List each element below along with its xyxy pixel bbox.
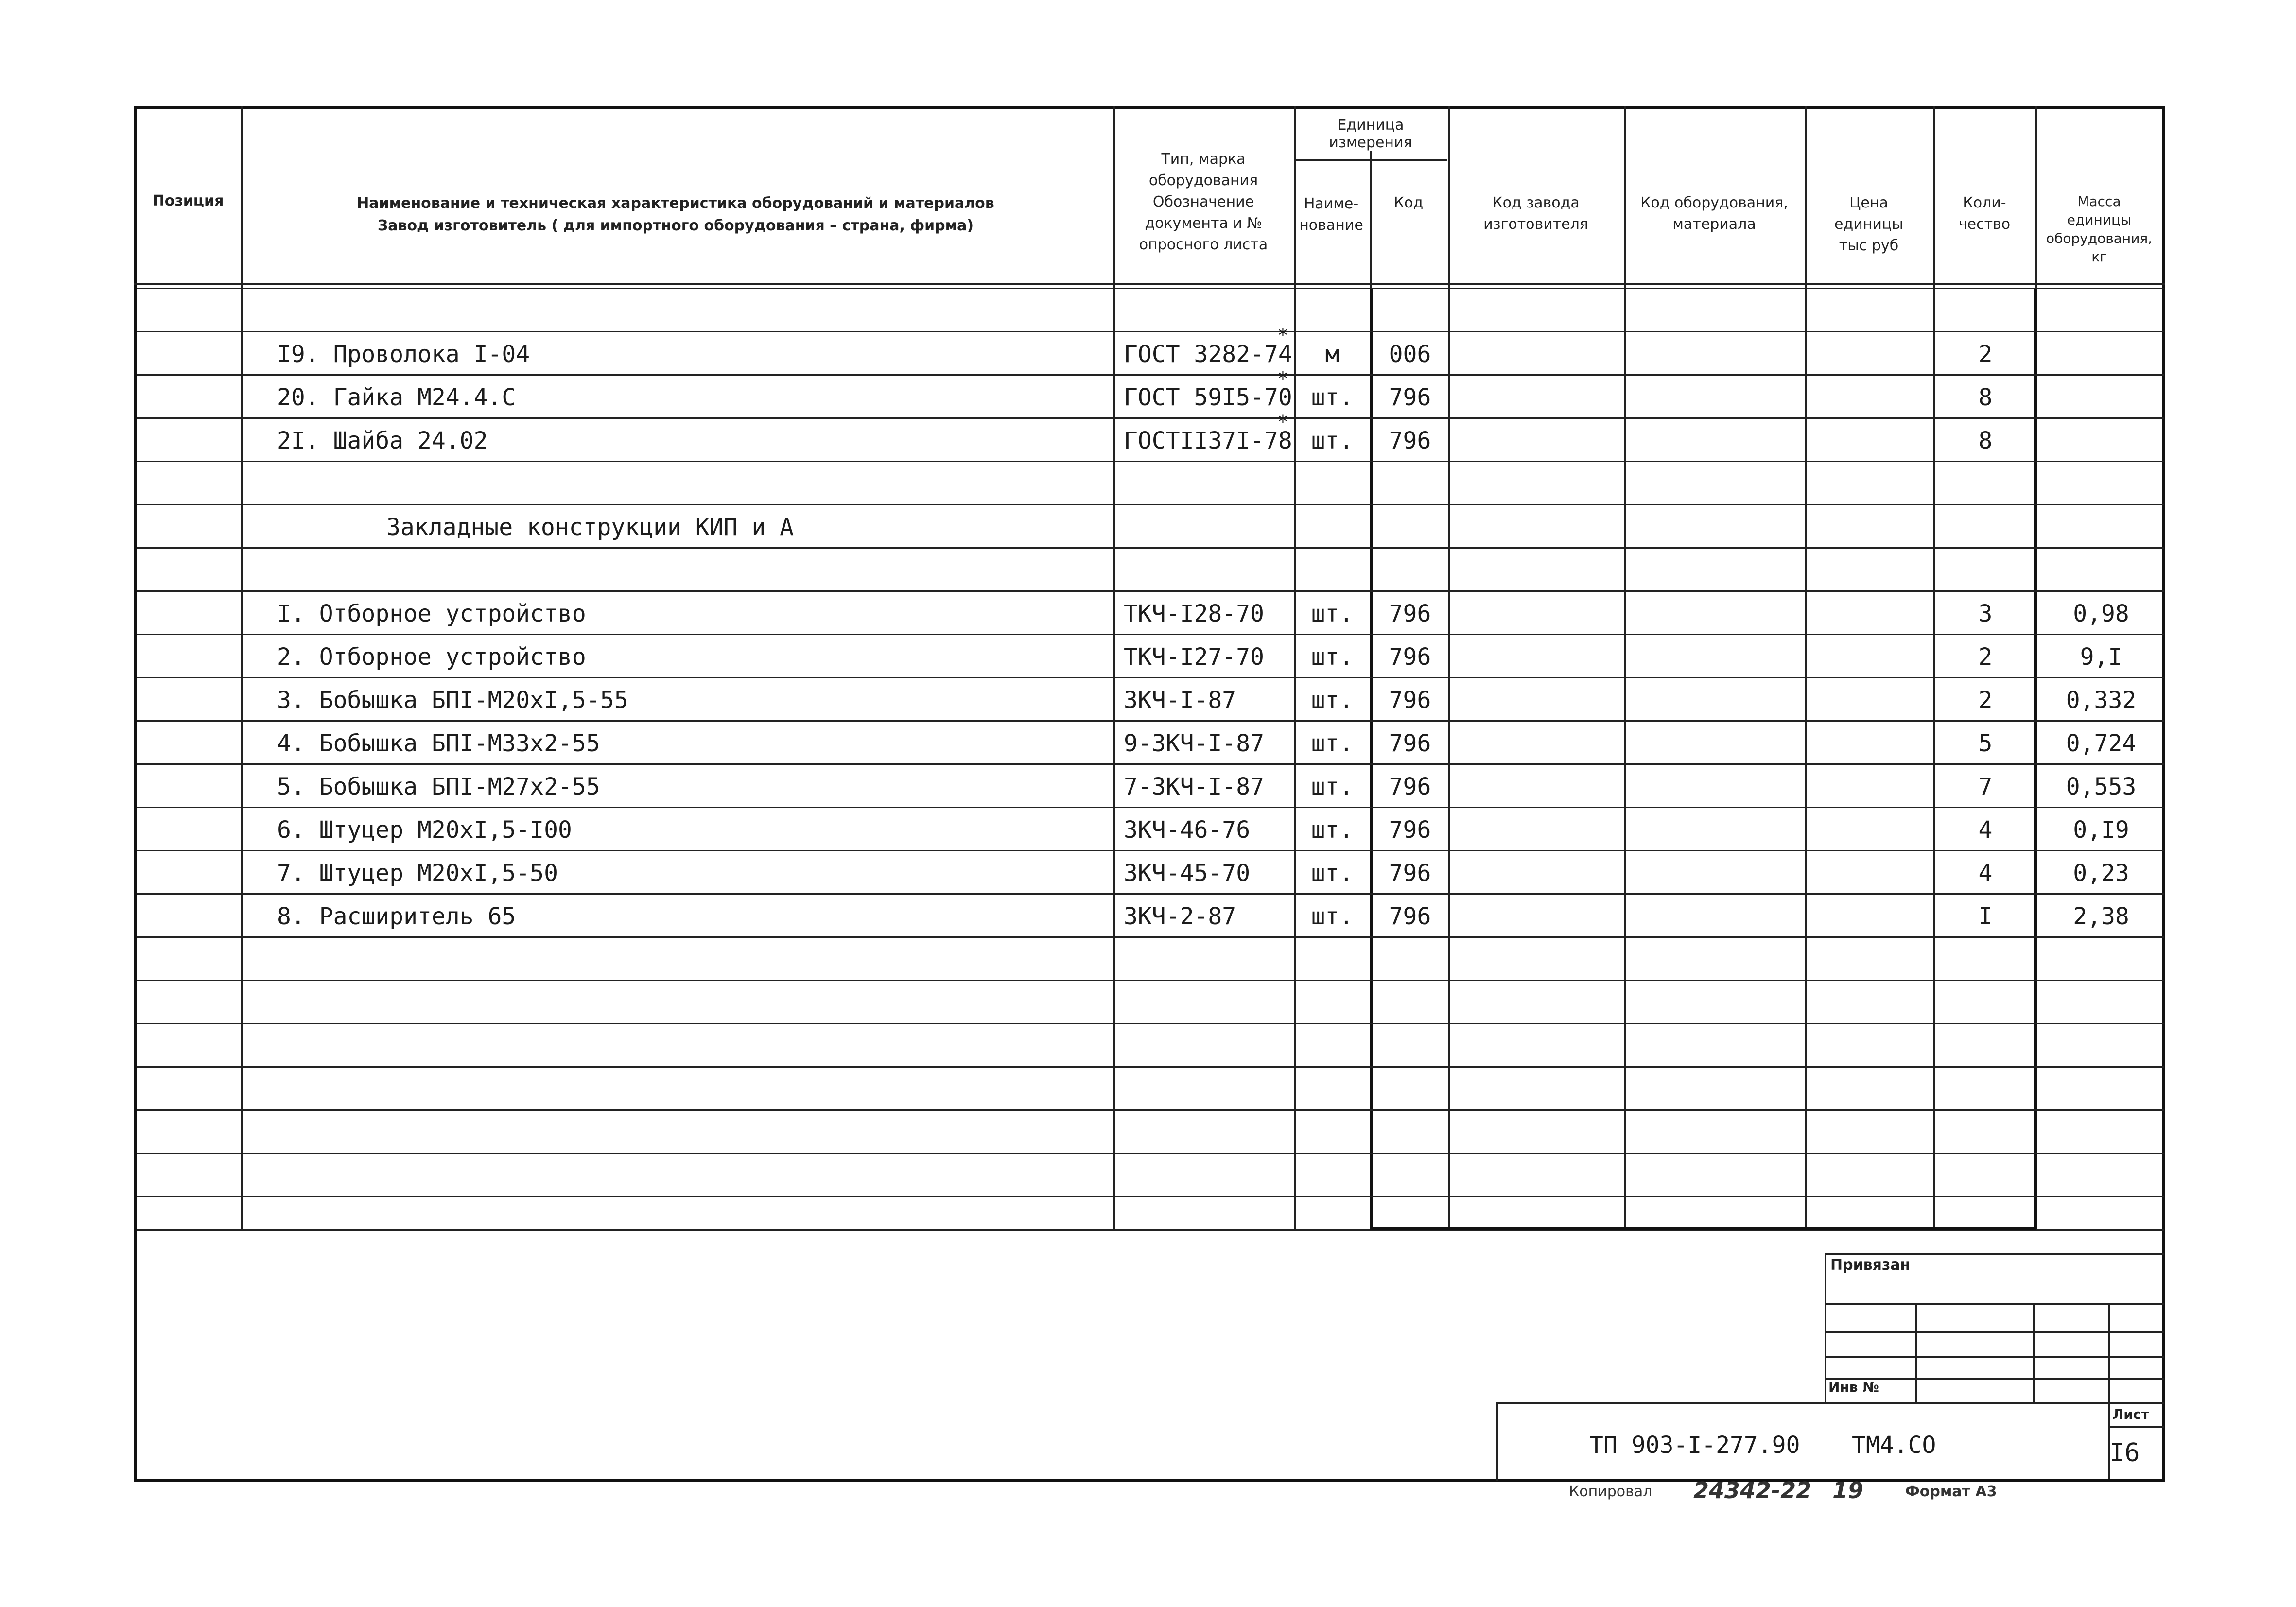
footnote-mark: *: [1277, 411, 1288, 432]
item-qty: 8: [1978, 384, 1993, 411]
copied-number: 24342-22: [1693, 1477, 1812, 1503]
header-mass: [2035, 192, 2163, 266]
item-name: 8. Расширитель 65: [277, 903, 516, 930]
hdr-type-line: документа и №: [1145, 215, 1262, 232]
item-unit: шт.: [1311, 730, 1354, 757]
row-divider: [137, 288, 2164, 289]
item-name: 20. Гайка М24.4.С: [277, 384, 516, 411]
item-name: 6. Штуцер М20хI,5-I00: [277, 816, 572, 844]
item-type: 9-ЗКЧ-I-87: [1124, 730, 1264, 757]
item-qty: 2: [1978, 341, 1993, 368]
document-mark: ТМ4.СО: [1852, 1432, 1936, 1459]
item-code: 796: [1389, 687, 1431, 714]
item-unit: шт.: [1311, 427, 1354, 454]
hdr-equip-line: материала: [1672, 216, 1756, 233]
hdr-unitgroup-line: Единица: [1337, 117, 1404, 134]
item-qty: 8: [1978, 427, 1993, 454]
item-mass: 0,724: [2066, 730, 2137, 757]
item-mass: 0,98: [2073, 600, 2129, 627]
item-code: 796: [1389, 860, 1431, 887]
row-divider: [137, 590, 2164, 592]
footnote-mark: *: [1277, 368, 1288, 389]
row-divider: [137, 504, 2164, 505]
hdr-mass-line: Масса: [2077, 193, 2121, 209]
hdr-type-line: Обозначение: [1152, 193, 1254, 210]
item-qty: 4: [1978, 816, 1993, 844]
item-code: 006: [1389, 341, 1431, 368]
header-name-line2: Завод изготовитель ( для импортного оборудования – страна, фирма): [377, 217, 974, 234]
hdr-qty-line: чество: [1958, 216, 2011, 233]
item-name: 5. Бобышка БПI-М27х2-55: [277, 773, 600, 800]
item-qty: 7: [1978, 773, 1993, 800]
hdr-unitgroup-line: измерения: [1329, 134, 1412, 151]
code-column-border: [1370, 288, 1373, 1229]
item-qty: 4: [1978, 860, 1993, 887]
item-type: ЗКЧ-I-87: [1124, 687, 1236, 714]
hdr-price-line: тыс руб: [1839, 237, 1899, 254]
unit-group-divider: [1294, 159, 1447, 161]
item-name: 2I. Шайба 24.02: [277, 427, 488, 454]
sheet-label: Лист: [2112, 1406, 2149, 1422]
item-mass: 0,I9: [2073, 816, 2129, 844]
header-unit-group: [1294, 117, 1447, 152]
row-divider: [137, 1023, 2164, 1024]
frame-top: [134, 106, 2165, 109]
header-price: [1805, 192, 1932, 257]
footnote-mark: *: [1277, 325, 1288, 346]
hdr-mass-line: единицы: [2067, 212, 2132, 228]
inv-label: Инв №: [1828, 1379, 1879, 1395]
header-unit-name: [1294, 193, 1369, 236]
hdr-maker-line: изготовителя: [1483, 216, 1588, 233]
item-qty: I: [1978, 903, 1993, 930]
item-name: 3. Бобышка БПI-М20хI,5-55: [277, 687, 628, 714]
item-mass: 9,I: [2080, 643, 2122, 671]
item-unit: шт.: [1311, 903, 1354, 930]
hdr-type-line: Тип, марка: [1161, 151, 1246, 168]
column-divider: [1448, 106, 1450, 1229]
item-unit: шт.: [1311, 687, 1354, 714]
row-divider: [137, 1109, 2164, 1111]
item-name: 7. Штуцер М20хI,5-50: [277, 860, 558, 887]
document-code: ТП 903-I-277.90: [1589, 1432, 1800, 1459]
item-code: 796: [1389, 903, 1431, 930]
hdr-price-line: единицы: [1834, 216, 1903, 233]
item-qty: 2: [1978, 643, 1993, 671]
item-qty: 5: [1978, 730, 1993, 757]
hdr-unitname-line: Наиме-: [1304, 195, 1359, 212]
item-type: 7-ЗКЧ-I-87: [1124, 773, 1264, 800]
column-divider: [1624, 106, 1626, 1229]
column-divider: [1805, 106, 1807, 1229]
item-type: ГОСТ 3282-74: [1124, 341, 1292, 368]
header-name-line1: Наименование и техническая характеристика оборудований и материалов: [357, 195, 994, 212]
item-code: 796: [1389, 773, 1431, 800]
hdr-maker-line: Код завода: [1492, 194, 1580, 211]
item-name: 2. Отборное устройство: [277, 643, 586, 671]
copied-page: 19: [1832, 1477, 1864, 1503]
linked-label: Привязан: [1830, 1257, 1911, 1274]
header-position: Позиция: [152, 192, 224, 209]
item-code: 796: [1389, 384, 1431, 411]
item-unit: шт.: [1311, 860, 1354, 887]
item-type: ЗКЧ-45-70: [1124, 860, 1251, 887]
hdr-equip-line: Код оборудования,: [1640, 194, 1788, 211]
item-unit: м: [1325, 341, 1339, 368]
column-divider: [241, 106, 243, 1229]
item-mass: 0,23: [2073, 860, 2129, 887]
row-divider: [137, 1153, 2164, 1154]
item-code: 796: [1389, 600, 1431, 627]
hdr-qty-line: Коли-: [1963, 194, 2006, 211]
hdr-mass-line: оборудования,: [2046, 230, 2153, 246]
hdr-mass-line: кг: [2091, 249, 2107, 265]
item-qty: 2: [1978, 687, 1993, 714]
row-divider: [137, 331, 2164, 332]
item-type: ТКЧ-I27-70: [1124, 643, 1264, 671]
row-divider: [137, 1196, 2164, 1197]
item-code: 796: [1389, 816, 1431, 844]
item-code: 796: [1389, 730, 1431, 757]
hdr-unitname-line: нование: [1299, 217, 1363, 234]
item-type: ЗКЧ-2-87: [1124, 903, 1236, 930]
row-divider: [137, 1066, 2164, 1068]
item-mass: 0,332: [2066, 687, 2137, 714]
item-unit: шт.: [1311, 773, 1354, 800]
item-name: 4. Бобышка БПI-М33х2-55: [277, 730, 600, 757]
format-label: Формат А3: [1905, 1483, 1997, 1500]
frame-left: [134, 106, 137, 1481]
item-code: 796: [1389, 427, 1431, 454]
column-divider: [1113, 106, 1115, 1229]
copied-label: Копировал: [1569, 1483, 1652, 1500]
item-type: ГОСТII37I-78: [1124, 427, 1292, 454]
hdr-type-line: оборудования: [1148, 172, 1258, 189]
item-type: ТКЧ-I28-70: [1124, 600, 1264, 627]
header-equip-code: [1624, 192, 1804, 235]
row-divider: [137, 980, 2164, 981]
sheet-number: I6: [2109, 1438, 2140, 1468]
item-name: I9. Проволока I-04: [277, 341, 530, 368]
item-unit: шт.: [1311, 600, 1354, 627]
item-unit: шт.: [1311, 816, 1354, 844]
item-unit: шт.: [1311, 384, 1354, 411]
item-mass: 0,553: [2066, 773, 2137, 800]
header-type: [1113, 149, 1294, 256]
header-maker-code: [1448, 192, 1623, 235]
hdr-type-line: опросного листа: [1139, 236, 1268, 253]
item-type: ГОСТ 59I5-70: [1124, 384, 1292, 411]
header-qty: [1933, 192, 2035, 235]
header-name: [241, 192, 1111, 237]
item-name: I. Отборное устройство: [277, 600, 586, 627]
hdr-price-line: Цена: [1849, 194, 1888, 211]
header-bottom-line: [134, 283, 2165, 285]
item-unit: шт.: [1311, 643, 1354, 671]
section-title: Закладные конструкции КИП и А: [386, 514, 794, 541]
item-qty: 3: [1978, 600, 1993, 627]
item-code: 796: [1389, 643, 1431, 671]
item-type: ЗКЧ-46-76: [1124, 816, 1251, 844]
code-qty-bottom-border: [1370, 1227, 2036, 1230]
item-mass: 2,38: [2073, 903, 2129, 930]
header-unit-code: Код: [1393, 194, 1424, 211]
